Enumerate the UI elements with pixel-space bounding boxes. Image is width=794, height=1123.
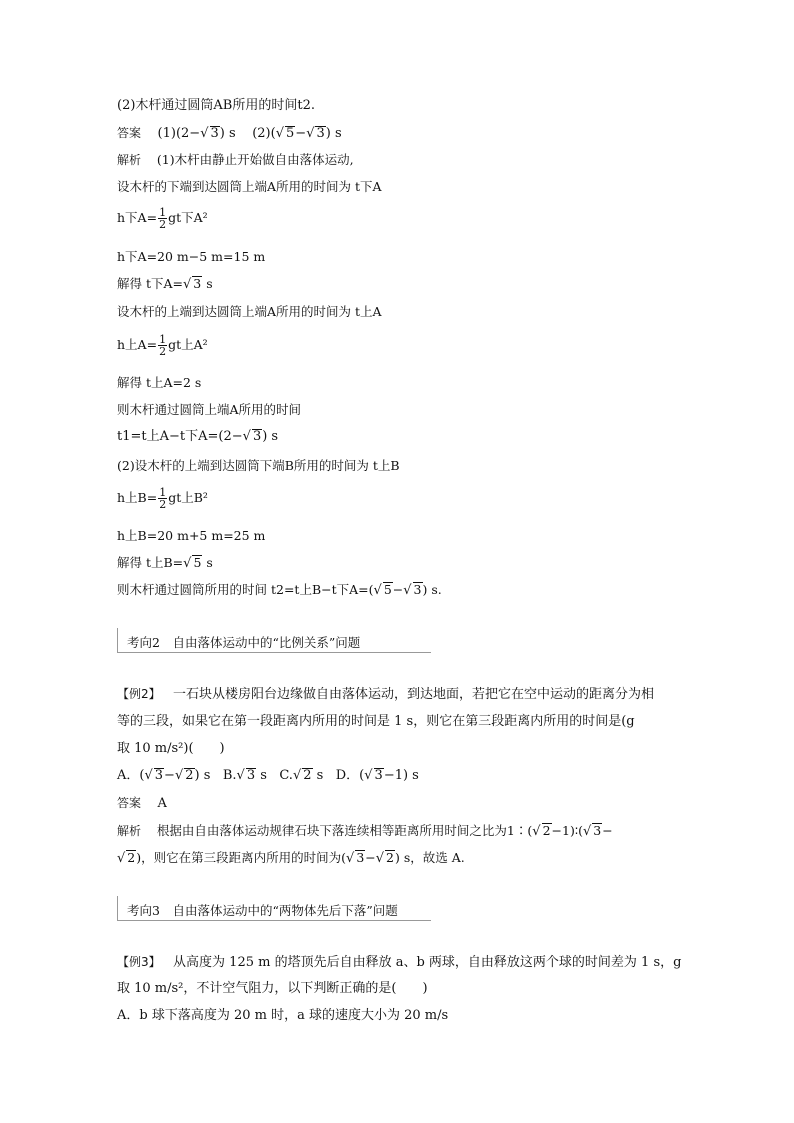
equation-t1: t1=t上A−t下A=(2−√ 3) s xyxy=(117,429,279,444)
equation-h-upper-b xyxy=(117,487,208,510)
equation-h-lower-a-value: h下A=20 m−5 m=15 m xyxy=(117,249,266,264)
example2-line-2: 等的三段，如果它在第一段距离内所用的时间是 1 s，则它在第三段距离内所用的时间是(g xyxy=(117,714,635,729)
conclusion-end: ) s. xyxy=(422,582,442,597)
answer-label: 答案 xyxy=(117,796,142,810)
answer-part2-end: ) s xyxy=(325,126,342,141)
solution-line-3: 设木杆的上端到达圆筒上端A所用的时间为 t上A xyxy=(117,304,382,319)
sqrt-3: 3 xyxy=(193,276,202,291)
result-t-upper-a: 解得 t上A=2 s xyxy=(117,375,202,390)
sqrt-2: 2 xyxy=(127,850,136,865)
fraction-half xyxy=(158,207,167,230)
section-header-2 xyxy=(117,628,431,653)
equation-h-lower-a xyxy=(117,207,208,230)
answer-part1-end: ) s xyxy=(219,126,236,141)
equation-h-upper-b-value: h上B=20 m+5 m=25 m xyxy=(117,528,266,543)
eq-text: t1=t上A−t下A=(2− xyxy=(117,429,243,444)
sqrt-5: 5 xyxy=(193,555,202,570)
solution-line-2: 设木杆的下端到达圆筒上端A所用的时间为 t下A xyxy=(117,179,382,194)
option-a: A．( xyxy=(117,768,145,783)
solution-line-4: 则木杆通过圆筒上端A所用的时间 xyxy=(117,402,302,417)
fraction-denominator: 2 xyxy=(159,345,167,358)
example3-option-a: A．b 球下落高度为 20 m 时，a 球的速度大小为 20 m/s xyxy=(117,1008,449,1023)
sqrt-3: 3 xyxy=(210,126,219,141)
sqrt-3: 3 xyxy=(356,850,365,865)
sqrt-3: 3 xyxy=(246,768,256,783)
solution-label: 解析 xyxy=(117,153,142,167)
example-label: 【例2】 xyxy=(117,687,161,701)
answer-part2: (2)( xyxy=(252,126,276,141)
fraction-denominator: 2 xyxy=(159,218,167,231)
fraction-denominator: 2 xyxy=(159,498,167,511)
example2-solution-line-2: √ 2)，则它在第三段距离内所用的时间为(√ 3−√ 2) s，故选 A. xyxy=(117,850,465,866)
eq-lhs: h上B= xyxy=(117,490,158,505)
result-unit: s xyxy=(202,276,213,291)
example2-answer xyxy=(117,793,167,814)
section-header-3 xyxy=(117,896,431,921)
solution-line-1 xyxy=(117,150,354,170)
result-t-lower-a: 解得 t下A=√ 3 s xyxy=(117,276,213,292)
answer-part1: (1)(2− xyxy=(157,126,201,141)
part2-question: (2)木杆通过圆筒AB所用的时间t2. xyxy=(117,98,315,113)
eq-lhs: h上A= xyxy=(117,337,158,352)
eq-rhs: gt上B² xyxy=(168,490,208,505)
solution-text: 根据由自由落体运动规律石块下落连续相等距离所用时间之比为1∶( xyxy=(156,823,533,838)
option-d-end: −1) s xyxy=(383,768,419,783)
sqrt-5: 5 xyxy=(383,582,392,597)
sqrt-3: 3 xyxy=(413,582,422,597)
solution-line-5: (2)设木杆的上端到达圆筒下端B所用的时间为 t上B xyxy=(117,458,400,473)
answer-part2-mid: − xyxy=(295,126,307,141)
sqrt-3: 3 xyxy=(593,823,602,838)
sqrt-3: 3 xyxy=(154,768,164,783)
result-text: 解得 t下A= xyxy=(117,276,183,291)
fraction-numerator: 1 xyxy=(159,206,167,219)
example2-options: A．(√ 3−√ 2) s B.√ 3 s C.√ 2 s D．(√ 3−1) s xyxy=(117,768,419,783)
minus-sign: − xyxy=(365,850,376,865)
eq-lhs: h下A= xyxy=(117,210,158,225)
option-d: D．( xyxy=(335,768,365,783)
sqrt-3: 3 xyxy=(374,768,383,783)
sqrt-2: 2 xyxy=(386,850,394,865)
minus-sign: − xyxy=(392,582,404,597)
conclusion-text: 则木杆通过圆筒所用的时间 t2=t上B−t下A=( xyxy=(117,582,374,597)
solution-text: )，则它在第三段距离内所用的时间为( xyxy=(136,850,347,865)
sqrt-3: 3 xyxy=(252,429,262,444)
example3-line-2: 取 10 m/s²，不计空气阻力，以下判断正确的是( ) xyxy=(117,981,428,996)
section-title: 考向2 自由落体运动中的“比例关系”问题 xyxy=(127,635,361,650)
minus-sign: − xyxy=(602,823,613,838)
example2-line-1 xyxy=(117,684,654,705)
sqrt-2: 2 xyxy=(303,768,312,783)
solution-end: ) s，故选 A. xyxy=(395,850,465,865)
eq-rhs: gt上A² xyxy=(168,337,208,352)
option-b-end: s xyxy=(256,768,267,783)
example-text: 从高度为 125 m 的塔顶先后自由释放 a、b 两球，自由释放这两个球的时间差为 1 s，g xyxy=(173,955,682,970)
answer-line-1: 答案 (1)(2−√ 3) s (2)(√ 5−√ 3) s xyxy=(117,126,342,141)
solution-label: 解析 xyxy=(117,824,142,838)
sqrt-2: 2 xyxy=(542,823,551,838)
option-c: C. xyxy=(279,768,293,783)
answer-label: 答案 xyxy=(117,126,142,140)
result-unit: s xyxy=(202,555,213,570)
minus-sign: − xyxy=(164,768,175,783)
fraction-half xyxy=(158,334,167,357)
equation-h-upper-a xyxy=(117,334,208,357)
sqrt-5: 5 xyxy=(286,126,295,141)
eq-rhs: gt下A² xyxy=(168,210,208,225)
example2-line-3: 取 10 m/s²)( ) xyxy=(117,741,225,756)
option-c-end: s xyxy=(312,768,324,783)
section-title: 考向3 自由落体运动中的“两物体先后下落”问题 xyxy=(127,903,398,918)
result-text: 解得 t上B= xyxy=(117,555,184,570)
example2-solution-line-1: 解析 根据由自由落体运动规律石块下落连续相等距离所用时间之比为1∶(√ 2−1)∶(√ 3− xyxy=(117,823,613,839)
answer-value: A xyxy=(157,796,167,811)
result-t-upper-b: 解得 t上B=√ 5 s xyxy=(117,555,213,571)
eq-end: ) s xyxy=(262,429,279,444)
example3-line-1 xyxy=(117,952,681,973)
fraction-half xyxy=(158,487,167,510)
sqrt-3: 3 xyxy=(316,126,325,141)
example-text: 一石块从楼房阳台边缘做自由落体运动，到达地面，若把它在空中运动的距离分为相 xyxy=(173,687,655,702)
solution-text: (1)木杆由静止开始做自由落体运动, xyxy=(156,152,354,167)
fraction-numerator: 1 xyxy=(159,486,167,499)
example-label: 【例3】 xyxy=(117,955,161,969)
solution-ratio-sep: −1)∶( xyxy=(551,823,583,838)
solution-line-6: 则木杆通过圆筒所用的时间 t2=t上B−t下A=(√ 5−√ 3) s. xyxy=(117,582,442,598)
fraction-numerator: 1 xyxy=(159,333,167,346)
option-a-end: ) s xyxy=(194,768,211,783)
option-b: B. xyxy=(222,768,237,783)
sqrt-2: 2 xyxy=(185,768,194,783)
